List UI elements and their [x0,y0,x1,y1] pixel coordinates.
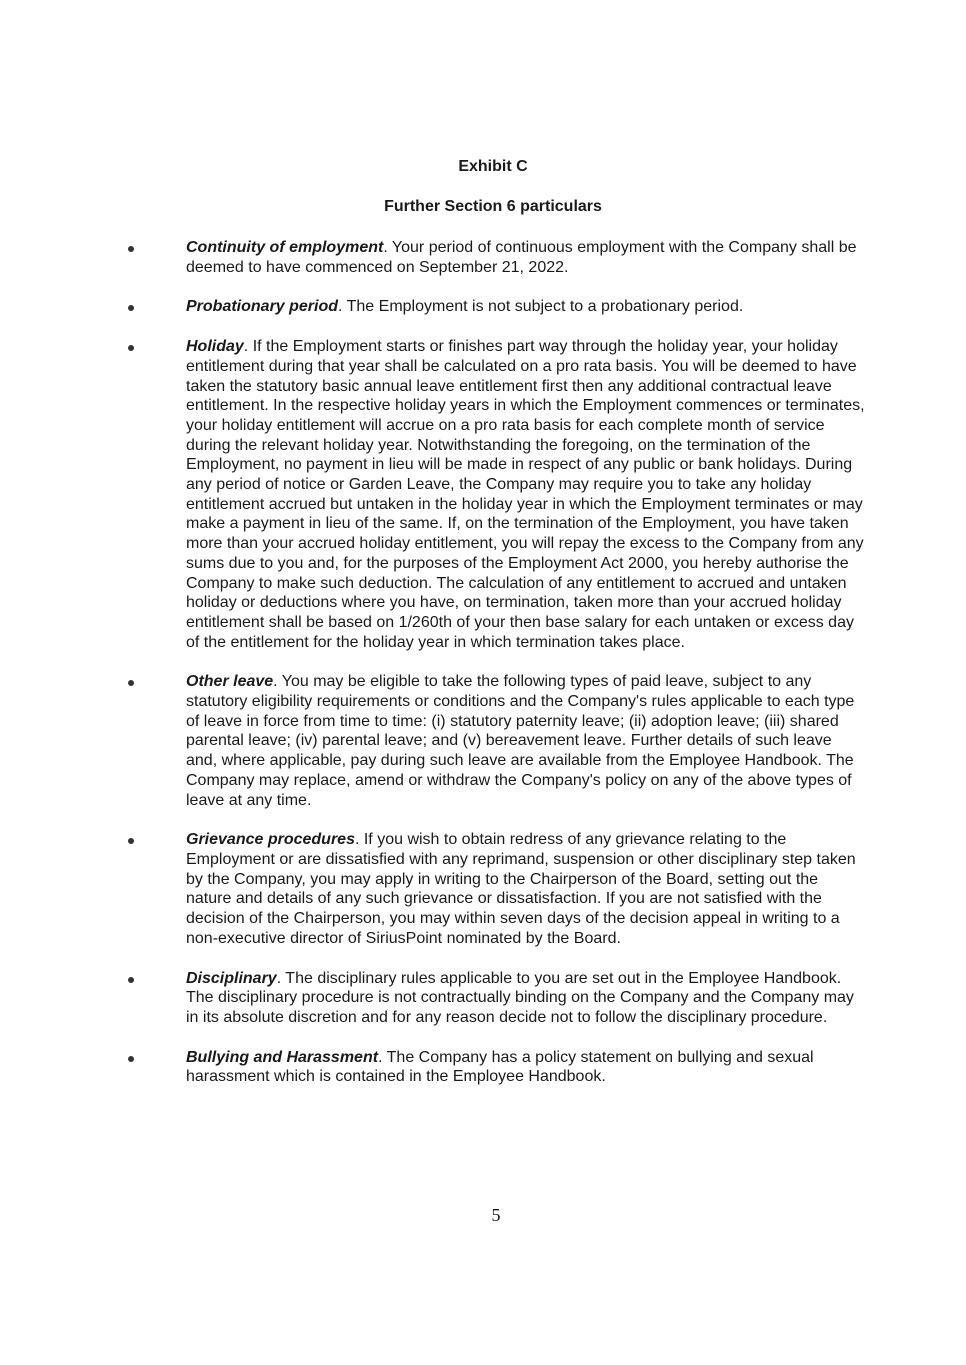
item-heading: Probationary period [186,298,339,316]
item-heading: Disciplinary [186,969,277,987]
item-heading: Other leave [186,673,274,691]
item-text: . The Employment is not subject to a probationary period. [338,298,744,316]
list-item-continuity [0,238,966,277]
item-heading: Bullying and Harassment [186,1048,379,1066]
item-text: . You may be eligible to take the following types of paid leave, subject to any statutory eligibility requirements or conditions and the Company's rules applicable to each type of leave in force from time to time: (i) statutory paternity leave; (ii) adoption leave; (iii) shared parental leave; (iv) parental leave; and (v) bereavement leave. Further details of such leave and, where applicable, pay during such leave are available from the Employee Handbook. The Company may replace, amend or withdraw the Company's policy on any of the above types of leave at any time. [186,673,855,809]
bullet-icon [128,977,134,983]
list-item-other-leave [0,672,966,810]
bullet-icon [128,305,134,311]
item-heading: Continuity of employment [186,239,384,256]
item-text: . Your period of continuous employment with the Company shall be deemed to have commenced on September 21, 2022. [186,239,857,276]
bullet-icon [128,1056,134,1062]
item-text: . The disciplinary rules applicable to you are set out in the Employee Handbook. The disciplinary procedure is not contractually binding on the Company and the Company may in its absolute discretion and for any reason decide not to follow the disciplinary procedure. [186,969,854,1026]
list-item-holiday [0,337,966,652]
item-text: . If you wish to obtain redress of any grievance relating to the Employment or are dissatisfied with any reprimand, suspension or other disciplinary step taken by the Company, you may apply in writing to the Chairperson of the Board, setting out the nature and details of any such grievance or dissatisfaction. If you are not satisfied with the decision of the Chairperson, you may within seven days of the decision appeal in writing to a non-executive director of SiriusPoint nominated by the Board. [186,831,856,947]
section-title: Further Section 6 particulars [384,198,602,215]
exhibit-title: Exhibit C [458,158,528,175]
item-text: . If the Employment starts or finishes part way through the holiday year, your holiday entitlement during that year shall be calculated on a pro rata basis. You will be deemed to have taken the statutory basic annual leave entitlement first then any additional contractual leave entitlement. In the respective holiday years in which the Employment commences or terminates, your holiday entitlement will accrue on a pro rata basis for each complete month of service during the relevant holiday year. Notwithstanding the foregoing, on the termination of the Employment, no payment in lieu will be made in respect of any public or bank holidays. During any period of notice or Garden Leave, the Company may require you to take any holiday entitlement accrued but untaken in the holiday year in which the Employment terminates or may make a payment in lieu of the same. If, on the termination of the Employment, you have taken more than your accrued holiday entitlement, you will repay the excess to the Company from any sums due to you and, for the purposes of the Employment Act 2000, you hereby authorise the Company to make such deduction. The calculation of any entitlement to accrued and untaken holiday or deductions where you have, on termination, taken more than your accrued holiday entitlement shall be based on 1/260th of your then base salary for each untaken or excess day of the entitlement for the holiday year in which termination takes place. [186,338,865,651]
list-item-grievance [0,830,966,948]
bullet-icon [128,345,134,351]
bullet-icon [128,838,134,844]
bullet-icon [128,680,134,686]
list-item-bullying [0,1048,966,1087]
page-number: 5 [491,1205,501,1225]
item-heading: Grievance procedures [186,831,355,849]
item-heading: Holiday [186,338,244,356]
bullet-icon [128,246,134,252]
particulars-list [0,238,966,1107]
list-item-disciplinary [0,969,966,1028]
item-text: . The Company has a policy statement on bullying and sexual harassment which is contained in the Employee Handbook. [186,1048,814,1086]
list-item-probation [0,297,966,317]
